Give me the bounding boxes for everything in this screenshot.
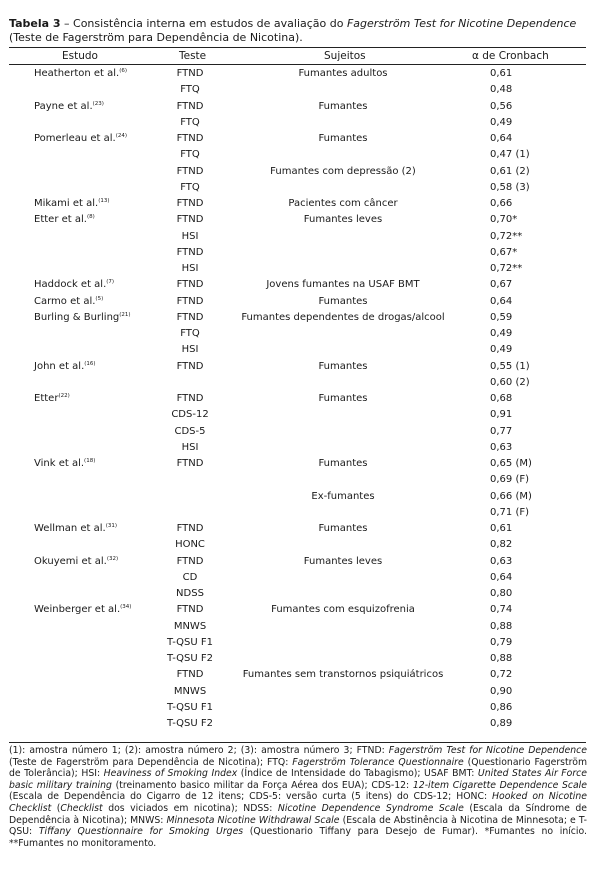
cell-estudo xyxy=(34,212,95,228)
cell-alpha: 0,72** xyxy=(490,230,523,242)
cell-estudo xyxy=(34,602,131,618)
table-row xyxy=(0,229,593,245)
study-name: Vink et al. xyxy=(34,458,85,469)
cell-estudo xyxy=(34,99,104,115)
reference-number: (16) xyxy=(84,360,96,367)
footnote-text: (Índice de Intensidade do Tabagismo); USAF BMT: xyxy=(237,768,478,780)
study-name: Payne et al. xyxy=(34,100,93,112)
cell-alpha: 0,86 xyxy=(490,701,513,713)
table-row xyxy=(0,684,593,700)
cell-alpha: 0,55 (1) xyxy=(490,360,530,372)
footnote-text: ( xyxy=(51,802,61,814)
cell-teste: T-QSU F2 xyxy=(167,718,213,729)
cell-teste: FTND xyxy=(176,100,204,112)
footnote-term: United States Air Force basic military training xyxy=(9,768,587,791)
table-label: Tabela 3 xyxy=(9,17,61,30)
cell-estudo xyxy=(34,131,127,147)
study-name: Etter xyxy=(34,393,59,404)
cell-teste: FTND xyxy=(176,279,204,291)
table-row xyxy=(0,147,593,163)
cell-sujeitos: Fumantes com depressão (2) xyxy=(270,165,416,177)
table-row xyxy=(0,294,593,310)
table-row xyxy=(0,472,593,488)
table-row xyxy=(0,326,593,342)
cell-estudo xyxy=(34,456,95,472)
cell-teste: FTND xyxy=(176,214,204,226)
cell-teste: CDS-12 xyxy=(171,409,209,421)
footnote-term: Nicotine Dependence Syndrome Scale xyxy=(277,802,464,814)
cell-alpha: 0,60 (2) xyxy=(490,376,530,388)
table-row xyxy=(0,716,593,732)
header-rule xyxy=(9,64,586,65)
cell-teste: FTQ xyxy=(180,149,200,161)
table-row xyxy=(0,489,593,505)
study-name: Heatherton et al. xyxy=(34,68,120,79)
table-row xyxy=(0,570,593,586)
table-row xyxy=(0,310,593,326)
study-name: Haddock et al. xyxy=(34,279,107,291)
study-name: Pomerleau et al. xyxy=(34,133,116,144)
cell-estudo xyxy=(34,196,109,212)
table-row xyxy=(0,424,593,440)
footnote-text: (1): amostra número 1; (2): amostra número 2; (3): amostra número 3; FTND: xyxy=(9,745,389,756)
footnote-term: 12-item Cigarette Dependence Scale xyxy=(412,779,587,791)
cell-teste: NDSS xyxy=(176,588,204,599)
header-teste: Teste xyxy=(179,50,207,62)
cell-alpha: 0,59 xyxy=(490,311,513,323)
reference-number: (34) xyxy=(120,604,132,611)
cell-alpha: 0,70* xyxy=(490,214,518,226)
cell-teste: FTND xyxy=(176,523,204,534)
cell-alpha: 0,63 xyxy=(490,441,513,453)
reference-number: (6) xyxy=(119,68,128,74)
cell-teste: T-QSU F1 xyxy=(167,636,213,648)
cell-teste: FTQ xyxy=(180,181,200,193)
table-row xyxy=(0,196,593,212)
cell-alpha: 0,49 xyxy=(490,328,513,339)
cell-teste: FTND xyxy=(176,393,204,404)
study-name: Wellman et al. xyxy=(34,523,106,534)
reference-number: (24) xyxy=(115,133,128,139)
table-row xyxy=(0,261,593,277)
study-name: Burling & Burling xyxy=(34,311,120,323)
cell-sujeitos: Fumantes sem transtornos psiquiátricos xyxy=(242,669,444,681)
cell-alpha: 0,77 xyxy=(490,425,513,437)
header-estudo: Estudo xyxy=(62,50,98,62)
table-body xyxy=(0,66,593,732)
footnote-term: Tiffany Questionnaire for Smoking Urges xyxy=(38,826,244,838)
table-row xyxy=(0,440,593,456)
cell-sujeitos: Jovens fumantes na USAF BMT xyxy=(266,279,420,291)
cell-teste: FTND xyxy=(176,604,204,616)
cell-teste: FTND xyxy=(176,669,204,681)
cell-teste: CD xyxy=(182,571,198,583)
footnote-text: (Teste de Fagerström para Dependência de Nicotina); FTQ: xyxy=(9,756,293,768)
study-name: Carmo et al. xyxy=(34,295,96,307)
cell-estudo xyxy=(34,277,114,293)
footnote-term: Checklist xyxy=(60,802,103,814)
cell-alpha: 0,61 xyxy=(490,523,513,534)
table-row xyxy=(0,277,593,293)
cell-alpha: 0,47 (1) xyxy=(490,149,530,161)
cell-alpha: 0,58 (3) xyxy=(490,181,530,193)
top-rule xyxy=(9,47,586,48)
cell-alpha: 0,49 xyxy=(490,116,513,128)
reference-number: (5) xyxy=(95,295,104,302)
cell-alpha: 0,49 xyxy=(490,344,513,356)
cell-alpha: 0,72** xyxy=(490,263,523,274)
table-row xyxy=(0,586,593,602)
footnote-term: Fagerström Test for Nicotine Dependence xyxy=(388,745,587,756)
table-row xyxy=(0,82,593,98)
cell-sujeitos: Fumantes xyxy=(318,393,368,404)
cell-alpha: 0,64 xyxy=(490,295,513,307)
footnote-text: (Questionario Fagerström de Tolerância); HSI: xyxy=(9,756,587,780)
cell-teste: MNWS xyxy=(173,685,207,697)
cell-teste: FTQ xyxy=(180,84,200,96)
reference-number: (18) xyxy=(84,458,96,464)
table-row xyxy=(0,245,593,261)
header-sujeitos: Sujeitos xyxy=(324,50,366,62)
cell-alpha: 0,66 xyxy=(490,198,513,209)
cell-estudo xyxy=(34,66,127,82)
table-row xyxy=(0,391,593,407)
cell-sujeitos: Fumantes dependentes de drogas/alcool xyxy=(241,311,445,323)
study-name: Okuyemi et al. xyxy=(34,555,107,567)
footnote-term: Hooked on Nicotine Checklist xyxy=(9,791,587,814)
footnote-text: dos viciados em nicotina); NDSS: xyxy=(102,802,278,814)
cell-teste: MNWS xyxy=(173,620,207,632)
cell-teste: FTND xyxy=(176,311,204,323)
cell-alpha: 0,74 xyxy=(490,604,513,616)
study-name: Etter et al. xyxy=(34,214,87,226)
cell-alpha: 0,56 xyxy=(490,100,513,112)
footnote-text: (Escala de Dependência do Cigarro de 12 itens; CDS-5: versão curta (5 itens) do CDS-12; HONC: xyxy=(9,791,493,803)
table-row xyxy=(0,359,593,375)
cell-estudo xyxy=(34,521,117,537)
cell-alpha: 0,67 xyxy=(490,279,513,291)
cell-sujeitos: Pacientes com câncer xyxy=(288,198,398,209)
cell-sujeitos: Fumantes xyxy=(318,360,368,372)
table-row xyxy=(0,700,593,716)
cell-teste: FTQ xyxy=(180,116,200,128)
cell-sujeitos: Fumantes adultos xyxy=(298,68,388,79)
cell-estudo xyxy=(34,310,131,326)
table-row xyxy=(0,66,593,82)
cell-teste: HSI xyxy=(181,344,199,356)
table-row xyxy=(0,342,593,358)
cell-teste: HSI xyxy=(181,263,199,274)
cell-alpha: 0,69 (F) xyxy=(490,474,529,486)
table-row xyxy=(0,212,593,228)
cell-teste: FTND xyxy=(176,133,204,144)
study-name: John et al. xyxy=(34,360,85,372)
table-row xyxy=(0,407,593,423)
cell-alpha: 0,66 (M) xyxy=(490,490,532,502)
cell-alpha: 0,68 xyxy=(490,393,513,404)
table-row xyxy=(0,180,593,196)
table-row xyxy=(0,619,593,635)
cell-alpha: 0,61 xyxy=(490,68,513,79)
cell-teste: FTND xyxy=(176,295,204,307)
cell-alpha: 0,72 xyxy=(490,669,513,681)
cell-estudo xyxy=(34,391,70,407)
cell-estudo xyxy=(34,359,96,375)
table-row xyxy=(0,602,593,618)
cell-alpha: 0,48 xyxy=(490,84,513,96)
cell-sujeitos: Fumantes com esquizofrenia xyxy=(271,604,415,616)
cell-alpha: 0,91 xyxy=(490,409,513,421)
cell-alpha: 0,88 xyxy=(490,620,513,632)
cell-sujeitos: Fumantes xyxy=(318,458,368,469)
cell-alpha: 0,64 xyxy=(490,571,513,583)
cell-alpha: 0,88 xyxy=(490,653,513,664)
cell-sujeitos: Fumantes xyxy=(318,100,368,112)
header-alpha: α de Cronbach xyxy=(472,50,549,62)
caption-text-after: (Teste de Fagerström para Dependência de Nicotina). xyxy=(9,31,303,44)
table-row xyxy=(0,537,593,553)
table-row xyxy=(0,554,593,570)
reference-number: (31) xyxy=(105,523,118,529)
cell-teste: HONC xyxy=(175,539,205,551)
reference-number: (21) xyxy=(119,311,131,318)
cell-sujeitos: Fumantes leves xyxy=(303,214,383,226)
reference-number: (13) xyxy=(98,198,110,204)
caption-text-before: – Consistência interna em estudos de avaliação do xyxy=(60,17,347,30)
cell-teste: FTND xyxy=(176,198,204,209)
table-row xyxy=(0,667,593,683)
cell-alpha: 0,64 xyxy=(490,133,513,144)
cell-estudo xyxy=(34,294,103,310)
cell-sujeitos: Fumantes xyxy=(318,133,368,144)
cell-alpha: 0,61 (2) xyxy=(490,165,530,177)
study-name: Weinberger et al. xyxy=(34,604,121,616)
cell-sujeitos: Ex-fumantes xyxy=(311,490,375,502)
cell-teste: T-QSU F1 xyxy=(167,701,213,713)
cell-teste: FTND xyxy=(176,360,204,372)
cell-teste: FTND xyxy=(176,555,204,567)
table-row xyxy=(0,635,593,651)
footnote-term: Heaviness of Smoking Index xyxy=(103,768,238,780)
cell-alpha: 0,65 (M) xyxy=(490,458,532,469)
cell-sujeitos: Fumantes xyxy=(318,295,368,307)
cell-alpha: 0,89 xyxy=(490,718,513,729)
cell-alpha: 0,63 xyxy=(490,555,513,567)
table-row xyxy=(0,456,593,472)
reference-number: (8) xyxy=(86,214,95,221)
cell-alpha: 0,80 xyxy=(490,588,513,599)
study-name: Mikami et al. xyxy=(34,198,99,209)
footer-rule xyxy=(9,742,586,743)
reference-number: (32) xyxy=(106,555,119,562)
reference-number: (23) xyxy=(92,100,104,107)
cell-teste: HSI xyxy=(181,441,199,453)
table-row xyxy=(0,375,593,391)
reference-number: (22) xyxy=(58,393,70,399)
table-row xyxy=(0,131,593,147)
cell-alpha: 0,71 (F) xyxy=(490,506,529,518)
table-row xyxy=(0,115,593,131)
table-caption xyxy=(9,17,587,45)
cell-estudo xyxy=(34,554,118,570)
table-footnote xyxy=(9,745,587,849)
footnote-text: (Escala da Síndrome de Dependência à Nicotina); MNWS: xyxy=(9,802,587,826)
cell-alpha: 0,90 xyxy=(490,685,513,697)
cell-teste: FTND xyxy=(176,68,204,79)
footnote-text: (treinamento basico militar da Força Aérea dos EUA); CDS-12: xyxy=(111,779,413,791)
table-row xyxy=(0,164,593,180)
cell-teste: FTND xyxy=(176,165,204,177)
table-row xyxy=(0,99,593,115)
footnote-text: (Escala de Abstinência à Nicotina de Minnesota; e T-QSU: xyxy=(9,814,588,838)
cell-teste: T-QSU F2 xyxy=(167,653,213,664)
footnote-term: Minnesota Nicotine Withdrawal Scale xyxy=(166,814,340,826)
footnote-term: Fagerström Tolerance Questionnaire xyxy=(292,756,464,768)
reference-number: (7) xyxy=(106,279,115,286)
cell-teste: FTND xyxy=(176,246,204,258)
cell-teste: FTND xyxy=(176,458,204,469)
cell-teste: HSI xyxy=(181,230,199,242)
table-row xyxy=(0,521,593,537)
caption-test-name: Fagerström Test for Nicotine Dependence xyxy=(346,17,577,30)
cell-sujeitos: Fumantes leves xyxy=(303,555,383,567)
cell-alpha: 0,82 xyxy=(490,539,513,551)
cell-sujeitos: Fumantes xyxy=(318,523,368,534)
table-row xyxy=(0,505,593,521)
table-row xyxy=(0,651,593,667)
footnote-text: (Questionario Tiffany para Desejo de Fumar). *Fumantes no início. **Fumantes no monitoramento. xyxy=(9,826,587,849)
cell-alpha: 0,67* xyxy=(490,246,518,258)
cell-teste: FTQ xyxy=(180,328,200,339)
cell-alpha: 0,79 xyxy=(490,636,513,648)
cell-teste: CDS-5 xyxy=(174,425,206,437)
